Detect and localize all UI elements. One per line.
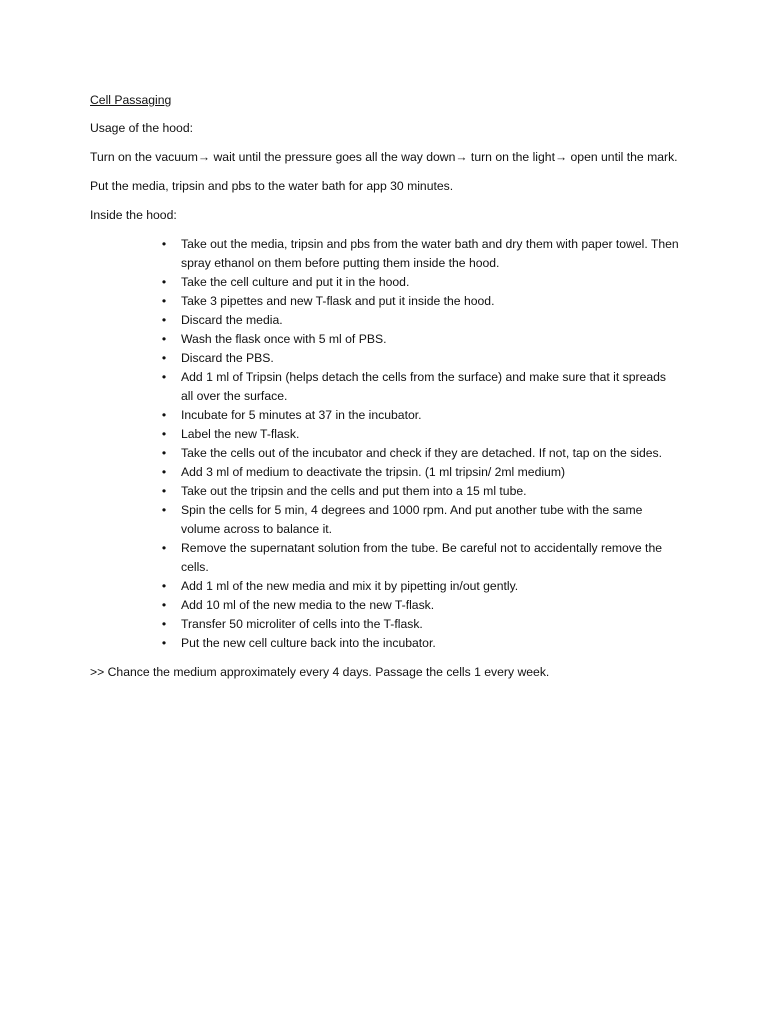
bullet-icon: • — [161, 598, 167, 612]
procedure-list — [90, 235, 680, 653]
bullet-icon: • — [161, 541, 167, 555]
bullet-icon: • — [161, 332, 167, 346]
list-item-text: Take out the media, tripsin and pbs from the water bath and dry them with paper towel. Then spray ethanol on them before putting them inside the hood. — [181, 237, 679, 270]
bullet-icon: • — [161, 446, 167, 460]
list-item-text: Take the cells out of the incubator and check if they are detached. If not, tap on the sides. — [181, 446, 663, 460]
list-item-text: Add 1 ml of the new media and mix it by pipetting in/out gently. — [181, 579, 519, 593]
list-item-text: Label the new T-flask. — [181, 427, 300, 441]
bullet-icon: • — [161, 313, 167, 327]
list-item-text: Remove the supernatant solution from the tube. Be careful not to accidentally remove the cells. — [181, 541, 663, 574]
footer-note: >> Chance the medium approximately every 4 days. Passage the cells 1 every week. — [90, 665, 550, 679]
list-item — [90, 311, 680, 330]
bullet-icon: • — [161, 465, 167, 479]
list-item-text: Take 3 pipettes and new T-flask and put it inside the hood. — [181, 294, 495, 308]
list-item — [90, 368, 680, 406]
list-item-text: Take out the tripsin and the cells and put them into a 15 ml tube. — [181, 484, 527, 498]
list-item — [90, 330, 680, 349]
inside-hood-heading: Inside the hood: — [90, 208, 177, 222]
bullet-icon: • — [161, 275, 167, 289]
bullet-icon: • — [161, 370, 167, 384]
list-item — [90, 463, 680, 482]
list-item-text: Spin the cells for 5 min, 4 degrees and 1000 rpm. And put another tube with the same volume across to balance it. — [181, 503, 643, 536]
bullet-icon: • — [161, 617, 167, 631]
bullet-icon: • — [161, 503, 167, 517]
list-item — [90, 615, 680, 634]
list-item — [90, 501, 680, 539]
list-item-text: Take the cell culture and put it in the hood. — [181, 275, 410, 289]
list-item-text: Add 3 ml of medium to deactivate the tripsin. (1 ml tripsin/ 2ml medium) — [181, 465, 566, 479]
list-item — [90, 425, 680, 444]
document-body — [90, 91, 680, 692]
list-item — [90, 634, 680, 653]
hood-usage-heading: Usage of the hood: — [90, 121, 193, 135]
list-item — [90, 406, 680, 425]
bullet-icon: • — [161, 636, 167, 650]
list-item — [90, 539, 680, 577]
list-item — [90, 292, 680, 311]
bullet-icon: • — [161, 237, 167, 251]
document-title: Cell Passaging — [90, 93, 172, 107]
list-item — [90, 349, 680, 368]
list-item-text: Wash the flask once with 5 ml of PBS. — [181, 332, 387, 346]
list-item — [90, 577, 680, 596]
list-item — [90, 596, 680, 615]
list-item — [90, 235, 680, 273]
bullet-icon: • — [161, 351, 167, 365]
bullet-icon: • — [161, 294, 167, 308]
list-item-text: Discard the PBS. — [181, 351, 274, 365]
list-item — [90, 444, 680, 463]
list-item — [90, 482, 680, 501]
list-item-text: Add 10 ml of the new media to the new T-flask. — [181, 598, 435, 612]
bullet-icon: • — [161, 484, 167, 498]
list-item-text: Transfer 50 microliter of cells into the T-flask. — [181, 617, 423, 631]
list-item-text: Add 1 ml of Tripsin (helps detach the cells from the surface) and make sure that it spreads all over the surface. — [181, 370, 667, 403]
water-bath-step: Put the media, tripsin and pbs to the water bath for app 30 minutes. — [90, 179, 454, 193]
list-item-text: Discard the media. — [181, 313, 283, 327]
bullet-icon: • — [161, 427, 167, 441]
bullet-icon: • — [161, 408, 167, 422]
bullet-icon: • — [161, 579, 167, 593]
list-item-text: Put the new cell culture back into the incubator. — [181, 636, 436, 650]
list-item — [90, 273, 680, 292]
hood-steps-text: Turn on the vacuum→ wait until the pressure goes all the way down→ turn on the light→ open until the mark. — [90, 150, 678, 164]
list-item-text: Incubate for 5 minutes at 37 in the incubator. — [181, 408, 422, 422]
